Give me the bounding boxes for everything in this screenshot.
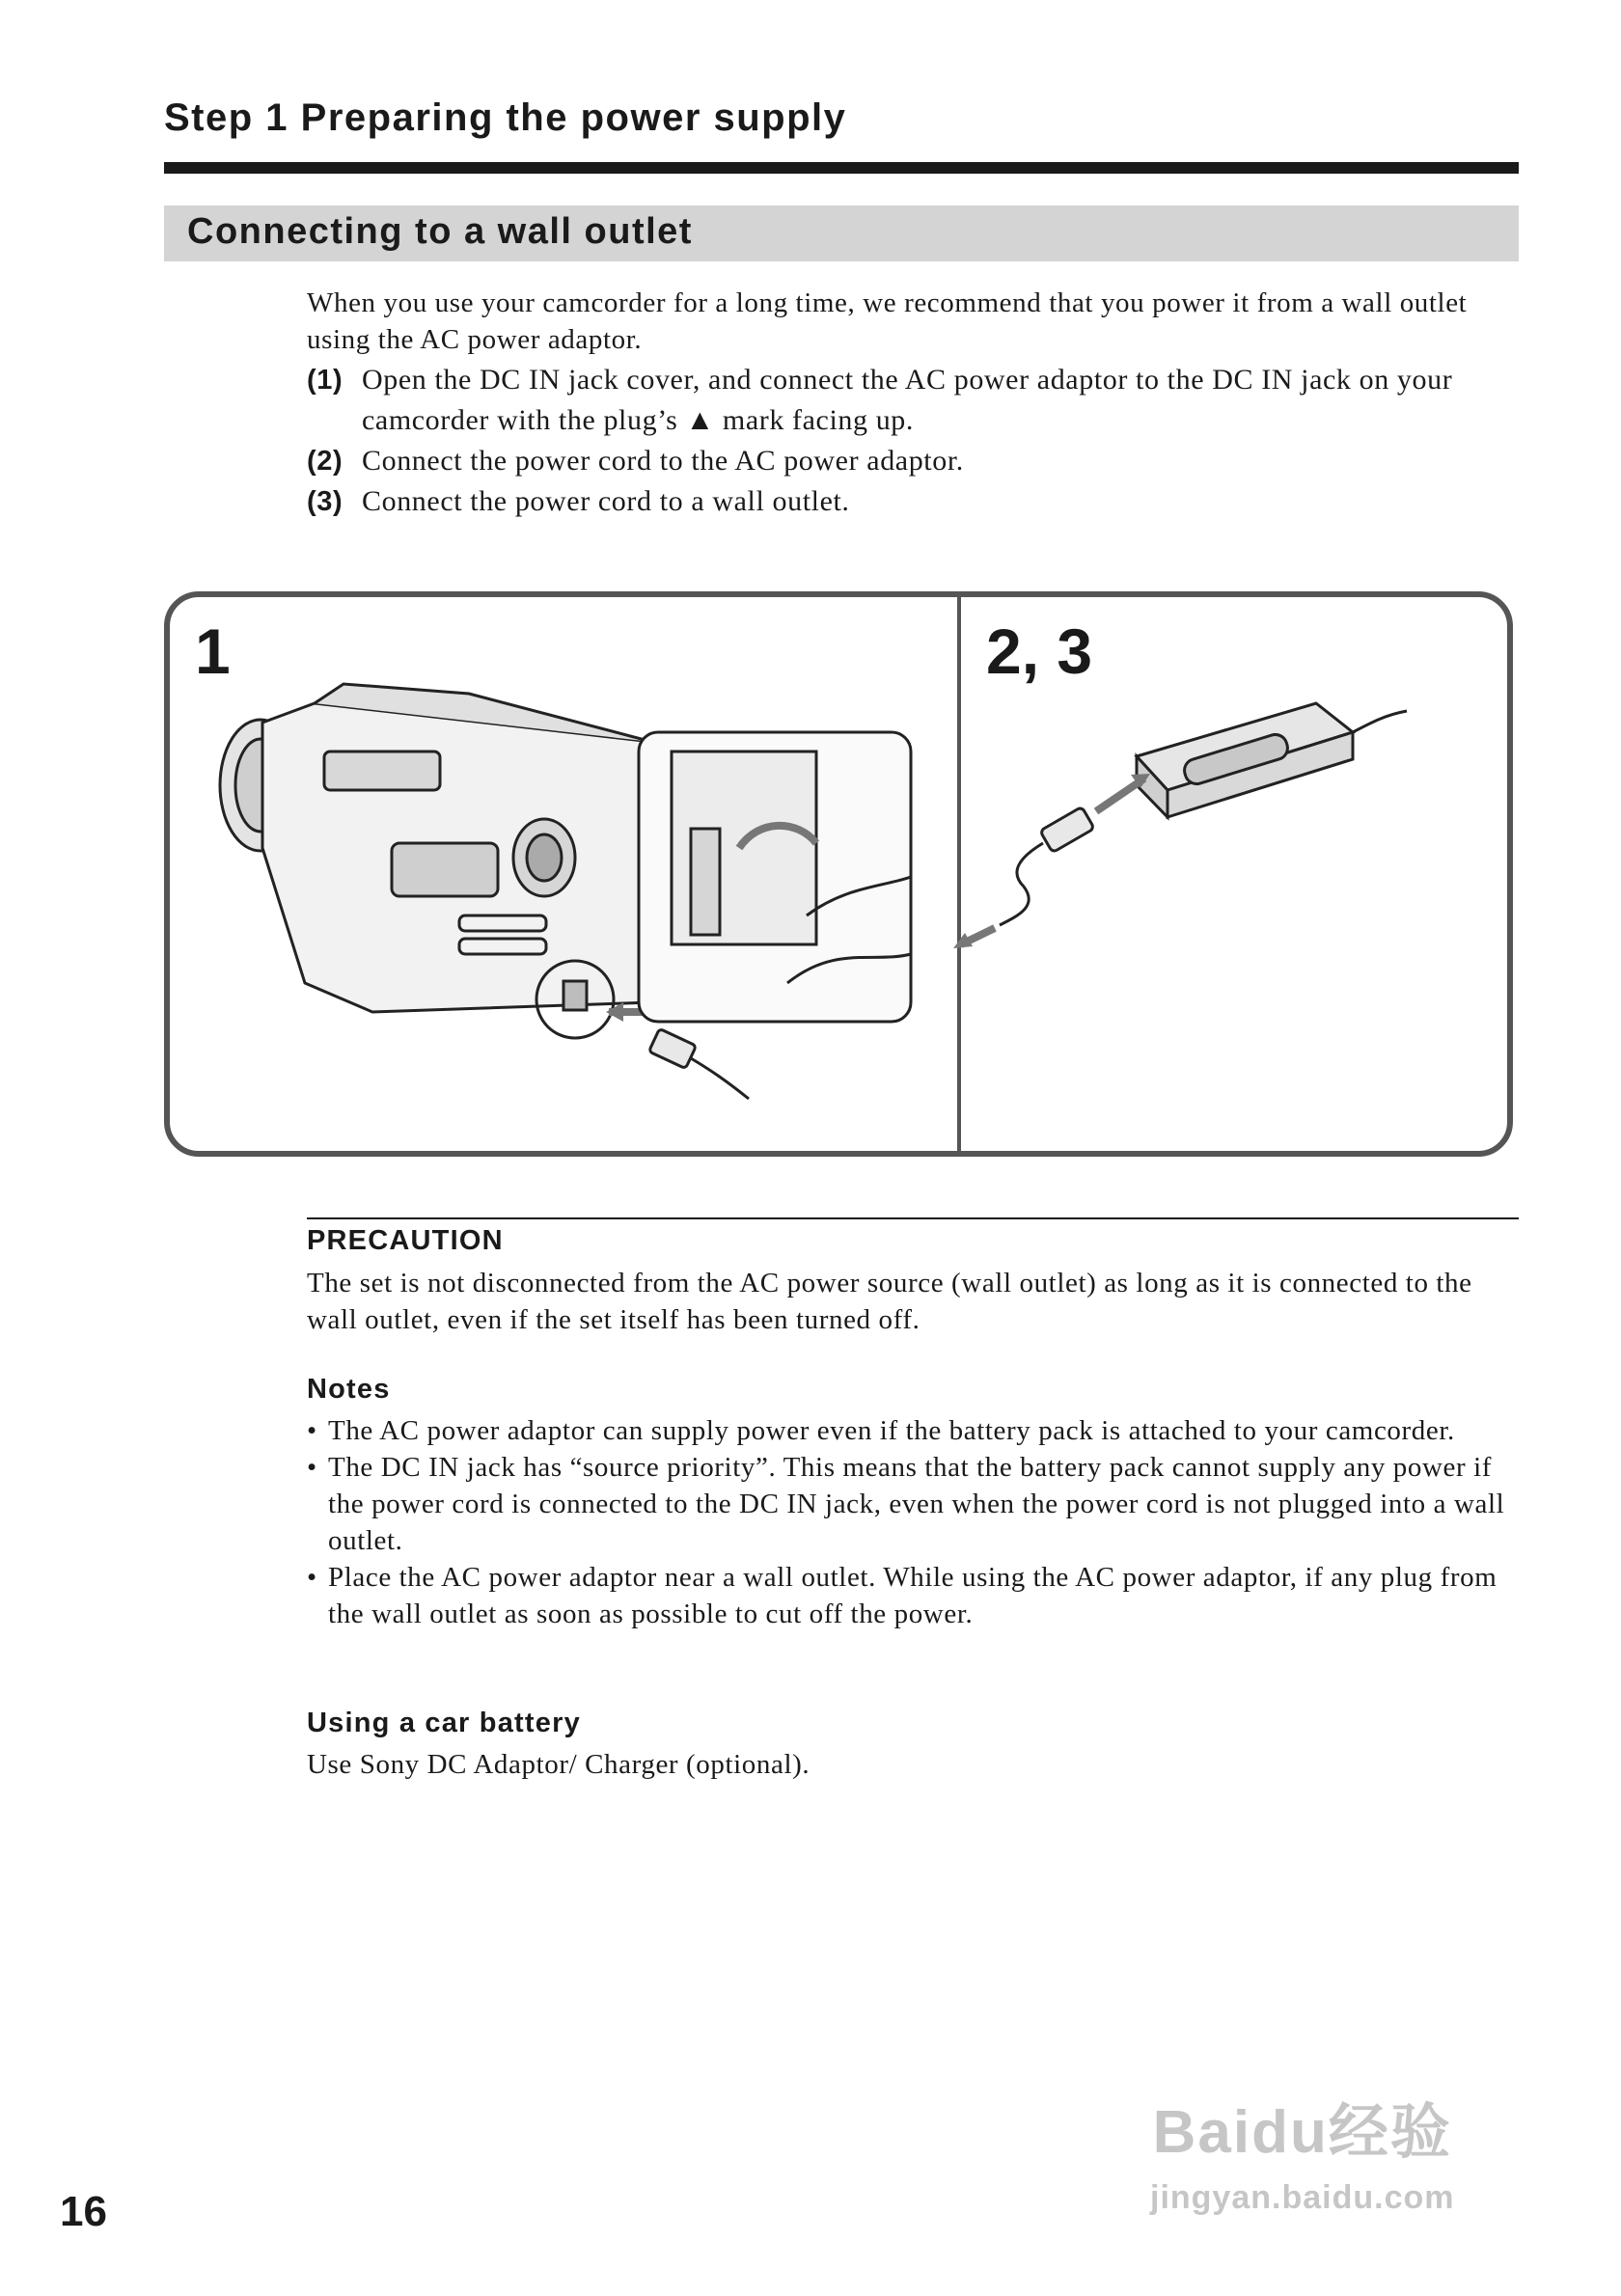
panel-label-2-3: 2, 3 <box>986 615 1093 687</box>
page-number: 16 <box>60 2188 107 2235</box>
ac-adaptor-icon <box>1137 703 1407 817</box>
panel-label-1: 1 <box>195 615 231 687</box>
illustration-figure <box>164 591 1513 1157</box>
section-bar <box>164 205 1519 261</box>
section-title: Connecting to a wall outlet <box>187 211 693 252</box>
step-item-2 <box>307 441 1525 481</box>
step-item-1 <box>307 360 1525 441</box>
precaution-text: The set is not disconnected from the AC power source (wall outlet) as long as it is connected to the wall outlet, even if the set itself has been turned off. <box>307 1268 1472 1335</box>
step-header: Step 1 Preparing the power supply <box>164 96 847 139</box>
note-text: The DC IN jack has “source priority”. This means that the battery pack cannot supply any power if the power cord is connected to the DC IN jack, even when the power cord is not plugged into a wall outlet. <box>328 1452 1505 1556</box>
dc-in-jack-inset-icon <box>639 732 911 1022</box>
step-text: Open the DC IN jack cover, and connect the AC power adaptor to the DC IN jack on your camcorder with the plug’s ▲ mark facing up. <box>362 364 1453 436</box>
watermark-brand: Baidu经验 <box>1152 2099 1452 2166</box>
step-number: (3) <box>307 486 343 517</box>
precaution-rule <box>307 1217 1519 1219</box>
power-cord-icon <box>953 774 1150 948</box>
note-item: • Place the AC power adaptor near a wall outlet. While using the AC power adaptor, if any plug from the wall outlet as soon as possible to cut off the power. <box>307 1562 1497 1629</box>
note-item: • The DC IN jack has “source priority”. This means that the battery pack cannot supply any power if the power cord is connected to the DC IN jack, even when the power cord is not plugged into a wall outlet. <box>307 1452 1505 1556</box>
notes-list <box>307 1412 1525 1632</box>
figure-drawing <box>170 597 1507 1151</box>
header-rule <box>164 162 1519 174</box>
car-battery-text: Use Sony DC Adaptor/ Charger (optional). <box>307 1749 810 1780</box>
step-text: Connect the power cord to the AC power adaptor. <box>362 445 964 477</box>
step-number: (1) <box>307 365 343 396</box>
notes-heading: Notes <box>307 1374 391 1405</box>
note-item: • The AC power adaptor can supply power even if the battery pack is attached to your camcorder. <box>307 1415 1455 1446</box>
step-item-3 <box>307 481 1525 522</box>
camcorder-icon <box>220 684 652 1038</box>
precaution-heading: PRECAUTION <box>307 1225 504 1256</box>
car-battery-heading: Using a car battery <box>307 1708 581 1738</box>
step-number: (2) <box>307 446 343 477</box>
watermark <box>1150 2084 1454 2217</box>
intro-paragraph: When you use your camcorder for a long time, we recommend that you power it from a wall outlet using the AC power adaptor. <box>307 287 1468 355</box>
step-text: Connect the power cord to a wall outlet. <box>362 485 850 517</box>
watermark-domain: jingyan.baidu.com <box>1150 2179 1455 2216</box>
note-text: Place the AC power adaptor near a wall outlet. While using the AC power adaptor, if any plug from the wall outlet as soon as possible to cut off the power. <box>328 1562 1497 1629</box>
note-text: The AC power adaptor can supply power even if the battery pack is attached to your camcorder. <box>328 1415 1455 1446</box>
